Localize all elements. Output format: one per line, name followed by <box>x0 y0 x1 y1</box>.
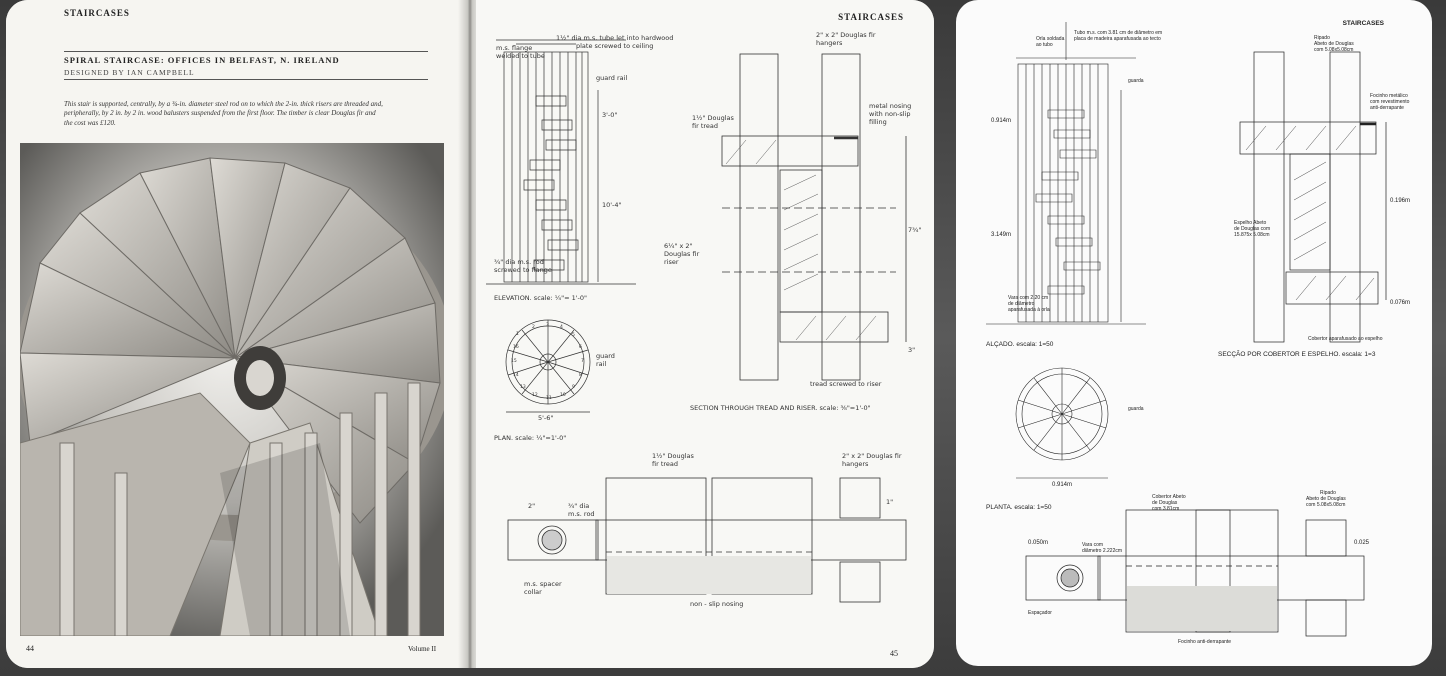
cad-section-dimension: 0.076m <box>1390 300 1411 306</box>
section-note: filling <box>869 118 887 126</box>
plan-note: guard <box>596 352 615 360</box>
plan-step-number: 3 <box>546 323 549 328</box>
elevation-note: welded to tube <box>496 52 545 60</box>
cad-plan-dimension: 0.914m <box>1052 482 1073 488</box>
photo-caption: This stair is supported, centrally, by a ¾-in. diameter steel rod on to which the 2-in. thick risers are threaded and, peripherally, by 2 in. by 2 in. wood balusters suspended from the first floor. The timber is clear Douglas fir and the cost was £120. <box>64 100 383 127</box>
plan-step-number: 8 <box>579 373 582 378</box>
section-note: 6¼" x 2" <box>664 242 693 250</box>
right-page <box>476 0 934 668</box>
elevation-dimension: 10'-4" <box>602 201 622 209</box>
detail-note: m.s. spacer <box>524 580 562 588</box>
elevation-note: ¾" dia m.s. rod <box>494 258 544 266</box>
cad-plan <box>1016 368 1108 478</box>
section-note: 2" x 2" Douglas fir <box>816 31 876 39</box>
cad-section-note: Ripado <box>1314 35 1330 41</box>
section-dimension: 7¾" <box>908 226 922 234</box>
plan-step-number: 16 <box>513 345 519 350</box>
plan-step-number: 12 <box>532 393 538 398</box>
section-note: metal nosing <box>869 102 912 110</box>
cad-elevation-dimension: 3.149m <box>991 232 1012 238</box>
technical-drawings <box>476 0 934 668</box>
cad-section-note: com 5.08x5.08cm <box>1314 47 1354 53</box>
detail-note: m.s. rod <box>568 510 595 518</box>
cad-drawings <box>956 0 1432 666</box>
cad-section-dimension: 0.196m <box>1390 198 1411 204</box>
cad-section-label: SECÇÃO POR COBERTOR E ESPELHO. escala: 1=3 <box>1218 351 1376 358</box>
detail-note: 1½" Douglas <box>652 452 694 460</box>
cad-section-note: anti-derrapante <box>1370 105 1404 111</box>
running-head: STAIRCASES <box>64 8 130 18</box>
section-note: tread screwed to riser <box>810 380 882 388</box>
cad-section-hatching <box>1246 126 1374 300</box>
running-head: STAIRCASES <box>1342 20 1384 27</box>
cad-elevation-note: Vara com 2.20 cm <box>1008 295 1049 301</box>
cad-detail-note: Cobertor Abeto <box>1152 494 1186 500</box>
cad-section-note: 15.875x 5.08cm <box>1234 232 1270 238</box>
cad-elevation-dimension: 0.914m <box>991 118 1012 124</box>
plan-step-number: 9 <box>572 385 575 390</box>
cad-detail-note: Focinho anti-derrapante <box>1178 639 1232 645</box>
plan-step-number: 1 <box>516 332 519 337</box>
plan-dimension: 5'-6" <box>538 414 554 422</box>
cad-detail-note: com 5.08x5.08cm <box>1306 502 1346 508</box>
cad-detail-note: Espaçador <box>1028 610 1052 616</box>
cad-elevation-label: ALÇADO. escala: 1=50 <box>986 341 1054 348</box>
elevation-note: guard rail <box>596 74 628 82</box>
left-page <box>6 0 464 668</box>
cad-detail-note: Abeto de Douglas <box>1306 496 1346 502</box>
page-title: SPIRAL STAIRCASE: OFFICES IN BELFAST, N. IRELAND <box>64 55 340 65</box>
cad-detail-dimension: 0.025 <box>1354 540 1370 546</box>
section-note: fir tread <box>692 122 719 130</box>
plan-step-number: 14 <box>513 373 519 378</box>
section-note: 1½" Douglas <box>692 114 734 122</box>
cad-elevation-note: Orla soldada <box>1036 36 1065 42</box>
detail-note: non - slip nosing <box>690 600 744 608</box>
cad-elevation <box>986 22 1146 324</box>
section-note: riser <box>664 258 679 266</box>
detail-dimension: 1" <box>886 498 894 506</box>
plan-step-number: 11 <box>546 396 552 401</box>
cad-detail-note: Vara com <box>1082 542 1104 548</box>
detail-dimension: 2" <box>528 502 536 510</box>
section-label: SECTION THROUGH TREAD AND RISER. scale: ⅜"=1'-0" <box>690 404 871 412</box>
redrawn-drawing-sheet <box>956 0 1432 666</box>
plan-note: rail <box>596 360 607 368</box>
detail-note: fir tread <box>652 460 679 468</box>
cad-plan-note: guarda <box>1128 406 1144 412</box>
page-number: 44 <box>26 644 34 653</box>
page-number: 45 <box>890 649 898 658</box>
plan-step-number: 4 <box>560 325 563 330</box>
title-rule-top <box>64 51 428 52</box>
elevation-label: ELEVATION. scale: ¼"= 1'-0" <box>494 294 588 302</box>
section-note: Douglas fir <box>664 250 700 258</box>
elevation-dimension: 3'-0" <box>602 111 618 119</box>
cad-section-note: Cobertor aparafusado ao espelho <box>1308 336 1383 342</box>
plan-step-number: 7 <box>581 359 584 364</box>
plan-step-number: 6 <box>579 345 582 350</box>
plan-step-number: 13 <box>520 385 526 390</box>
cad-elevation-note: aparafusada à orla <box>1008 307 1050 313</box>
cad-section-note: Espelho Abeto <box>1234 220 1267 226</box>
cad-elevation-note: Tubo m.s. com 3.81 cm de diâmetro em <box>1074 30 1163 36</box>
detail-note: hangers <box>842 460 869 468</box>
cad-section-note: Focinho metálico <box>1370 93 1408 99</box>
cad-section-note: Abeto de Douglas <box>1314 41 1354 47</box>
plan-step-number: 5 <box>572 333 575 338</box>
plan-label: PLAN. scale: ¼"=1'-0" <box>494 434 567 442</box>
elevation-note: plate screwed to ceiling <box>576 42 654 50</box>
detail-note: ¾" dia <box>568 502 590 510</box>
cad-detail-note: com 3.81cm <box>1152 506 1180 512</box>
cad-elevation-note: guarda <box>1128 78 1144 84</box>
cad-detail-note: Ripado <box>1320 490 1336 496</box>
cad-detail-dimension: 0.050m <box>1028 540 1049 546</box>
staircase-photo <box>20 143 444 636</box>
detail-note: 2" x 2" Douglas fir <box>842 452 902 460</box>
cad-section-note: com revestimento <box>1370 99 1410 105</box>
elevation-note: m.s. flange <box>496 44 533 52</box>
cad-section-note: de Douglas com <box>1234 226 1271 232</box>
running-head: STAIRCASES <box>838 12 904 22</box>
cad-elevation-note: placa de madeira aparafusada ao tecto <box>1074 36 1161 42</box>
cad-elevation-note: de diâmetro <box>1008 301 1035 307</box>
cad-detail-note: diâmetro 2.222cm <box>1082 548 1123 554</box>
detail-note: collar <box>524 588 542 596</box>
cad-plan-label: PLANTA. escala: 1=50 <box>986 504 1052 511</box>
section-note: with non-slip <box>869 110 911 118</box>
title-rule-bottom <box>64 79 428 80</box>
cad-detail-note: de Douglas <box>1152 500 1178 506</box>
cad-nosing-fill <box>1127 586 1277 631</box>
book-spread <box>6 0 934 668</box>
plan-step-number: 2 <box>532 325 535 330</box>
elevation-note: screwed to flange <box>494 266 552 274</box>
elevation-note: 1½" dia m.s. tube let into hardwood <box>556 34 674 42</box>
cad-elevation-note: ao tubo <box>1036 42 1053 48</box>
volume-label: Volume II <box>408 645 437 653</box>
plan-step-number: 10 <box>560 393 566 398</box>
plan-step-number: 15 <box>511 359 517 364</box>
section-dimension: 3" <box>908 346 916 354</box>
non-slip-nosing-fill <box>607 556 811 594</box>
cad-section <box>1240 52 1386 342</box>
section-note: hangers <box>816 39 843 47</box>
designer-credit: DESIGNED BY IAN CAMPBELL <box>64 68 195 77</box>
